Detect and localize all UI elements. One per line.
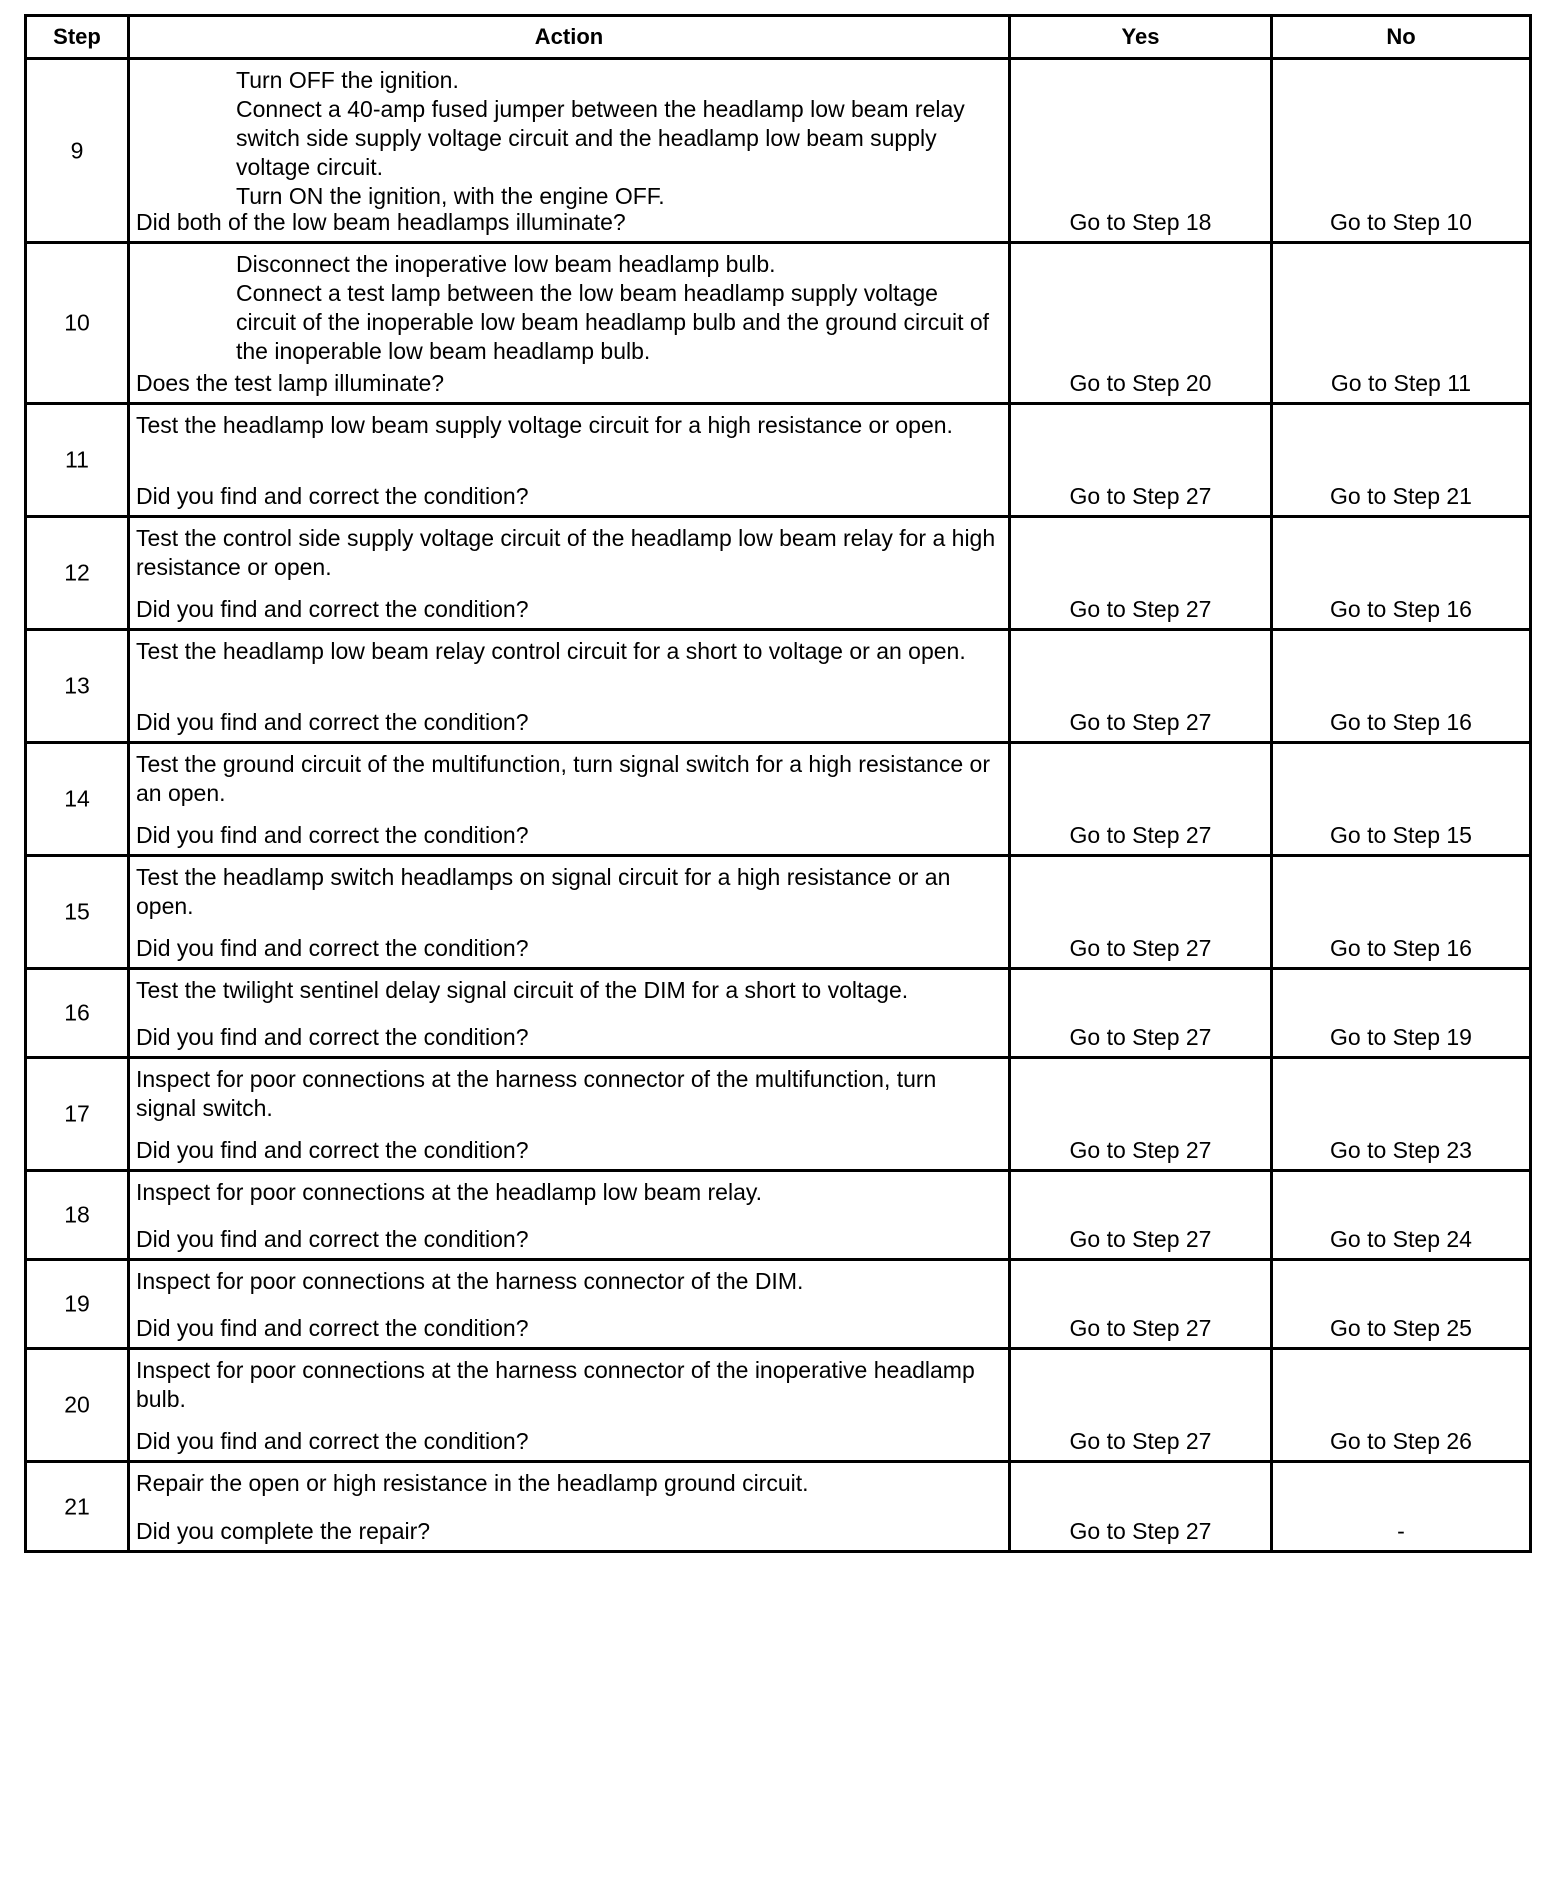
yes-result: Go to Step 27 xyxy=(1069,1315,1212,1341)
action-line: Inspect for poor connections at the harness connector of the multifunction, turn signal switch. xyxy=(136,1066,943,1121)
action-line: Connect a test lamp between the low beam headlamp supply voltage circuit of the inoperable low beam headlamp bulb and the ground circuit of the inoperable low beam headlamp bulb. xyxy=(236,280,996,364)
header-step: Step xyxy=(53,24,101,49)
yes-cell xyxy=(1008,1172,1270,1258)
table-row xyxy=(27,515,1529,628)
no-result: Go to Step 24 xyxy=(1330,1226,1472,1252)
action-instructions xyxy=(136,524,1000,582)
action-question: Does the test lamp illuminate? xyxy=(136,370,445,396)
step-cell xyxy=(27,1350,127,1460)
action-question: Did you complete the repair? xyxy=(136,1518,431,1544)
table-row xyxy=(27,1056,1529,1169)
no-cell xyxy=(1270,60,1529,241)
table-row xyxy=(27,1169,1529,1258)
action-instructions xyxy=(136,1178,1000,1207)
yes-result: Go to Step 18 xyxy=(1069,209,1212,235)
action-cell xyxy=(127,518,1008,628)
action-question: Did you find and correct the condition? xyxy=(136,483,529,509)
yes-result: Go to Step 27 xyxy=(1069,1428,1212,1454)
header-action: Action xyxy=(127,17,1008,57)
action-cell xyxy=(127,631,1008,741)
yes-result: Go to Step 27 xyxy=(1069,935,1212,961)
step-number: 14 xyxy=(64,785,90,812)
table-row xyxy=(27,241,1529,402)
yes-cell xyxy=(1008,970,1270,1056)
step-number: 10 xyxy=(64,309,90,336)
action-cell xyxy=(127,405,1008,515)
step-cell xyxy=(27,1463,127,1550)
no-cell xyxy=(1270,970,1529,1056)
step-number: 18 xyxy=(64,1201,90,1228)
action-question: Did you find and correct the condition? xyxy=(136,1315,529,1341)
no-cell xyxy=(1270,405,1529,515)
no-cell xyxy=(1270,744,1529,854)
table-row xyxy=(27,1258,1529,1347)
table-body xyxy=(27,57,1529,1550)
action-line: Test the headlamp low beam supply voltage circuit for a high resistance or open. xyxy=(136,412,953,438)
action-instructions xyxy=(136,1356,1000,1414)
yes-result: Go to Step 27 xyxy=(1069,1518,1212,1544)
no-cell xyxy=(1270,857,1529,967)
no-result: Go to Step 15 xyxy=(1330,822,1472,848)
action-instructions xyxy=(136,1267,1000,1296)
header-yes: Yes xyxy=(1008,17,1270,57)
step-number: 19 xyxy=(64,1290,90,1317)
action-line: Test the ground circuit of the multifunction, turn signal switch for a high resistance or an open. xyxy=(136,751,997,806)
no-result: Go to Step 26 xyxy=(1330,1428,1472,1454)
action-question: Did you find and correct the condition? xyxy=(136,1024,529,1050)
action-cell xyxy=(127,1059,1008,1169)
action-instructions xyxy=(236,66,1000,211)
step-cell xyxy=(27,631,127,741)
action-instructions xyxy=(236,250,1000,366)
header-no: No xyxy=(1270,17,1529,57)
action-cell xyxy=(127,1463,1008,1550)
no-cell xyxy=(1270,1172,1529,1258)
no-cell xyxy=(1270,631,1529,741)
action-cell xyxy=(127,1350,1008,1460)
action-question: Did you find and correct the condition? xyxy=(136,1428,529,1454)
step-cell xyxy=(27,405,127,515)
no-result: Go to Step 11 xyxy=(1330,370,1472,396)
yes-result: Go to Step 27 xyxy=(1069,1226,1212,1252)
no-result: Go to Step 25 xyxy=(1330,1315,1472,1341)
no-result: - xyxy=(1397,1518,1405,1544)
table-row xyxy=(27,1460,1529,1550)
action-line: Connect a 40-amp fused jumper between the headlamp low beam relay switch side supply voltage circuit and the headlamp low beam supply voltage circuit. xyxy=(236,96,972,180)
table-row xyxy=(27,57,1529,241)
action-line: Turn OFF the ignition. xyxy=(236,67,459,93)
yes-cell xyxy=(1008,857,1270,967)
step-cell xyxy=(27,60,127,241)
action-line: Inspect for poor connections at the headlamp low beam relay. xyxy=(136,1179,763,1205)
no-cell xyxy=(1270,1350,1529,1460)
yes-cell xyxy=(1008,1463,1270,1550)
no-result: Go to Step 10 xyxy=(1330,209,1472,235)
yes-cell xyxy=(1008,405,1270,515)
action-question: Did both of the low beam headlamps illuminate? xyxy=(136,209,626,235)
action-instructions xyxy=(136,637,1000,666)
action-cell xyxy=(127,244,1008,402)
action-line: Test the headlamp low beam relay control circuit for a short to voltage or an open. xyxy=(136,638,966,664)
step-cell xyxy=(27,857,127,967)
action-line: Inspect for poor connections at the harness connector of the DIM. xyxy=(136,1268,804,1294)
yes-result: Go to Step 20 xyxy=(1069,370,1212,396)
action-question: Did you find and correct the condition? xyxy=(136,1226,529,1252)
action-instructions xyxy=(136,411,1000,440)
no-cell xyxy=(1270,518,1529,628)
table-row xyxy=(27,402,1529,515)
no-result: Go to Step 16 xyxy=(1330,596,1472,622)
table-row xyxy=(27,967,1529,1056)
no-cell xyxy=(1270,1261,1529,1347)
yes-result: Go to Step 27 xyxy=(1069,1137,1212,1163)
action-cell xyxy=(127,60,1008,241)
step-number: 12 xyxy=(64,559,90,586)
table-row xyxy=(27,628,1529,741)
action-instructions xyxy=(136,863,1000,921)
action-cell xyxy=(127,970,1008,1056)
step-number: 21 xyxy=(64,1493,90,1519)
action-question: Did you find and correct the condition? xyxy=(136,822,529,848)
yes-result: Go to Step 27 xyxy=(1069,1024,1212,1050)
yes-result: Go to Step 27 xyxy=(1069,483,1212,509)
no-result: Go to Step 19 xyxy=(1330,1024,1472,1050)
action-cell xyxy=(127,744,1008,854)
table-row xyxy=(27,1347,1529,1460)
action-question: Did you find and correct the condition? xyxy=(136,1137,529,1163)
step-number: 15 xyxy=(64,898,90,925)
step-cell xyxy=(27,744,127,854)
step-cell xyxy=(27,970,127,1056)
yes-cell xyxy=(1008,60,1270,241)
yes-result: Go to Step 27 xyxy=(1069,596,1212,622)
action-cell xyxy=(127,857,1008,967)
step-number: 16 xyxy=(64,999,90,1026)
action-instructions xyxy=(136,750,1000,808)
table-row xyxy=(27,741,1529,854)
step-cell xyxy=(27,244,127,402)
step-number: 11 xyxy=(65,446,89,473)
action-cell xyxy=(127,1261,1008,1347)
action-line: Test the headlamp switch headlamps on signal circuit for a high resistance or an open. xyxy=(136,864,957,919)
action-instructions xyxy=(136,976,1000,1005)
step-number: 9 xyxy=(70,137,84,163)
no-result: Go to Step 23 xyxy=(1330,1137,1472,1163)
step-number: 13 xyxy=(64,672,90,699)
action-line: Test the twilight sentinel delay signal circuit of the DIM for a short to voltage. xyxy=(136,977,909,1003)
step-cell xyxy=(27,518,127,628)
diagnostic-table xyxy=(24,14,1532,1553)
no-result: Go to Step 21 xyxy=(1330,483,1472,509)
no-result: Go to Step 16 xyxy=(1330,709,1472,735)
action-line: Disconnect the inoperative low beam headlamp bulb. xyxy=(236,251,776,277)
action-question: Did you find and correct the condition? xyxy=(136,596,529,622)
yes-result: Go to Step 27 xyxy=(1069,822,1212,848)
action-question: Did you find and correct the condition? xyxy=(136,935,529,961)
yes-cell xyxy=(1008,518,1270,628)
no-cell xyxy=(1270,244,1529,402)
yes-result: Go to Step 27 xyxy=(1069,709,1212,735)
step-cell xyxy=(27,1059,127,1169)
yes-cell xyxy=(1008,744,1270,854)
action-cell xyxy=(127,1172,1008,1258)
yes-cell xyxy=(1008,1059,1270,1169)
yes-cell xyxy=(1008,1261,1270,1347)
action-instructions xyxy=(136,1469,1000,1498)
yes-cell xyxy=(1008,631,1270,741)
action-line: Turn ON the ignition, with the engine OFF. xyxy=(236,183,665,209)
yes-cell xyxy=(1008,1350,1270,1460)
yes-cell xyxy=(1008,244,1270,402)
no-result: Go to Step 16 xyxy=(1330,935,1472,961)
table-header-row xyxy=(27,17,1529,57)
step-cell xyxy=(27,1172,127,1258)
action-line: Repair the open or high resistance in the headlamp ground circuit. xyxy=(136,1470,809,1496)
action-line: Test the control side supply voltage circuit of the headlamp low beam relay for a high resistance or open. xyxy=(136,525,1002,580)
no-cell xyxy=(1270,1059,1529,1169)
action-instructions xyxy=(136,1065,1000,1123)
no-cell xyxy=(1270,1463,1529,1550)
step-number: 20 xyxy=(64,1391,90,1418)
action-line: Inspect for poor connections at the harness connector of the inoperative headlamp bulb. xyxy=(136,1357,982,1412)
action-question: Did you find and correct the condition? xyxy=(136,709,529,735)
table-row xyxy=(27,854,1529,967)
step-cell xyxy=(27,1261,127,1347)
step-number: 17 xyxy=(64,1100,90,1127)
